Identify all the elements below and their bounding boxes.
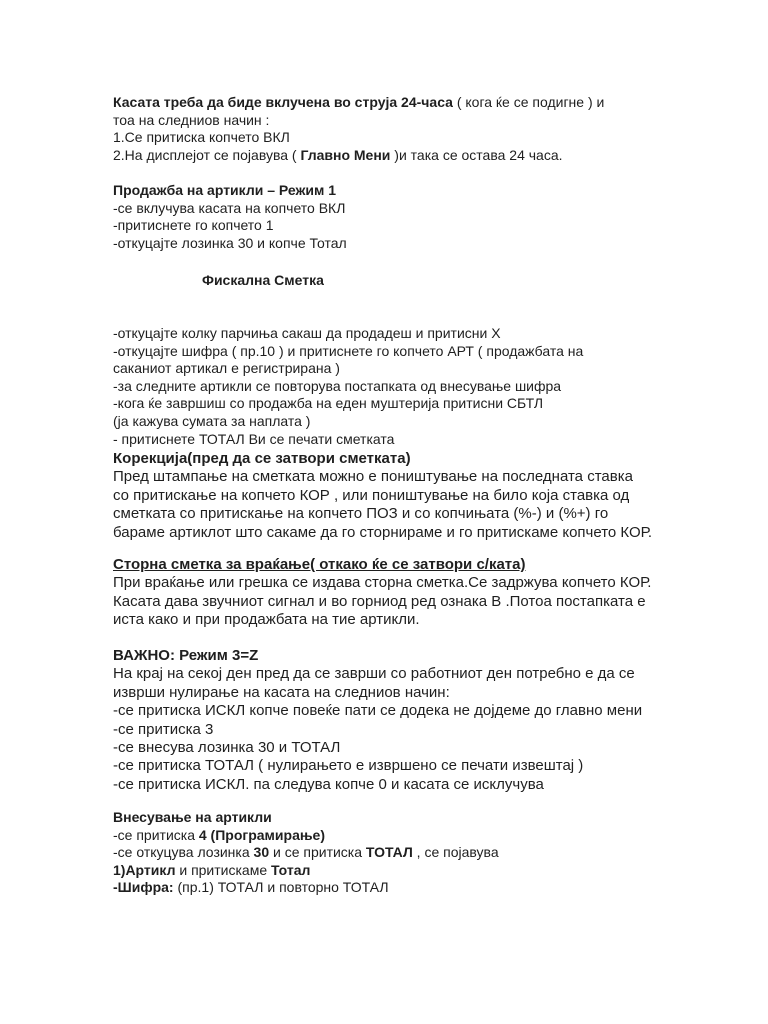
- correction-line: со притискање на копчето КОР , или поништување на било која ставка од: [113, 486, 630, 504]
- intro-text: ( кога ќе се подигне ) и: [452, 94, 605, 110]
- intro-line-3: 1.Се притиска копчето ВКЛ: [113, 129, 290, 146]
- intro-line-4: [113, 147, 732, 165]
- entry-line-4: [113, 879, 732, 897]
- entry-line-2: [113, 844, 732, 862]
- important-line: -се притиска 3: [113, 720, 214, 738]
- important-line: изврши нулирање на касата на следниов начин:: [113, 683, 450, 701]
- entry-line-1: [113, 827, 732, 845]
- intro-bold-text: Касата треба да биде вклучена во струја 24-часа: [113, 94, 453, 110]
- entry-bold-text: 30: [253, 844, 270, 861]
- entry-text: и притискаме: [175, 861, 272, 878]
- entry-text: -се откуцува лозинка: [113, 844, 254, 861]
- fiscal-line: саканиот артикал е регистрирана ): [113, 360, 340, 377]
- fiscal-line: -за следните артикли се повторува постапката од внесување шифра: [113, 377, 562, 394]
- intro-section: [113, 94, 732, 164]
- entry-heading: Внесување на артикли: [113, 809, 272, 825]
- sale-step: -се вклучува касата на копчето ВКЛ: [113, 199, 346, 216]
- entry-text: , се појавува: [412, 844, 499, 861]
- important-section: [113, 647, 732, 794]
- entry-bold-text: 4 (Програмирање): [198, 826, 325, 843]
- fiscal-line: (ја кажува сумата за наплата ): [113, 412, 311, 429]
- fiscal-line: - притиснете ТОТАЛ Ви се печати сметката: [113, 430, 395, 447]
- important-line: -се притиска ТОТАЛ ( нулирањето е извршено се печати извештај ): [113, 757, 584, 775]
- correction-line: бараме артиклот што сакаме да го сторнираме и го притискаме копчето КОР.: [113, 523, 653, 541]
- entry-bold-text: -Шифра:: [113, 879, 174, 896]
- sale-section: [113, 182, 732, 252]
- storno-line: Касата дава звучниот сигнал и во горниод ред ознака В .Потоа постапката е: [113, 592, 646, 610]
- correction-heading: Корекција(пред да се затвори сметката): [113, 450, 411, 467]
- storno-line: иста како и при продажбата на тие артикли.: [113, 611, 420, 629]
- fiscal-line: -кога ќе завршиш со продажба на еден муштерија притисни СБТЛ: [113, 395, 544, 412]
- important-line: На крај на секој ден пред да се заврши со работниот ден потребно е да се: [113, 665, 635, 683]
- correction-section: [113, 450, 732, 542]
- intro-text: 2.На дисплејот се појавува (: [113, 146, 301, 163]
- storno-heading: Сторна сметка за враќање( откако ќе се затвори с/ката): [113, 556, 526, 573]
- entry-line-3: [113, 862, 732, 880]
- important-heading: ВАЖНО: Режим 3=Z: [113, 647, 259, 664]
- correction-line: сметката со притискање на копчето ПОЗ и со копчињата (%-) и (%+) го: [113, 505, 609, 523]
- fiscal-title: Фискална Сметка: [202, 272, 324, 288]
- important-line: -се притиска ИСКЛ. па следува копче 0 и касата се исклучува: [113, 775, 544, 793]
- fiscal-line: -откуцајте шифра ( пр.10 ) и притиснете го копчето АРТ ( продажбата на: [113, 342, 584, 359]
- sale-heading: Продажба на артикли – Режим 1: [113, 182, 337, 198]
- intro-line-2: тоа на следниов начин :: [113, 111, 270, 128]
- intro-line-1: [113, 94, 732, 112]
- correction-line: Пред штампање на сметката можно е поништување на последната ставка: [113, 468, 633, 486]
- main-menu-bold: Главно Мени: [300, 146, 391, 163]
- fiscal-section: [113, 325, 732, 448]
- sale-step: -откуцајте лозинка 30 и копче Тотал: [113, 234, 347, 251]
- sale-step: -притиснете го копчето 1: [113, 217, 274, 234]
- entry-bold-text: Тотал: [271, 861, 311, 878]
- important-line: -се притиска ИСКЛ копче повеќе пати се додека не дојдеме до главно мени: [113, 702, 643, 720]
- important-line: -се внесува лозинка 30 и ТОТАЛ: [113, 739, 341, 757]
- entry-bold-text: 1)Артикл: [113, 861, 176, 878]
- entry-text: (пр.1) ТОТАЛ и повторно ТОТАЛ: [173, 879, 389, 896]
- storno-line: При враќање или грешка се издава сторна сметка.Се задржува копчето КОР.: [113, 574, 652, 592]
- intro-text: )и така се остава 24 часа.: [390, 146, 563, 163]
- entry-section: [113, 809, 732, 897]
- fiscal-line: -откуцајте колку парчиња сакаш да продадеш и притисни Х: [113, 325, 501, 341]
- entry-text: -се притиска: [113, 826, 199, 843]
- storno-section: [113, 556, 732, 630]
- entry-text: и се притиска: [269, 844, 366, 861]
- entry-bold-text: ТОТАЛ: [365, 844, 413, 861]
